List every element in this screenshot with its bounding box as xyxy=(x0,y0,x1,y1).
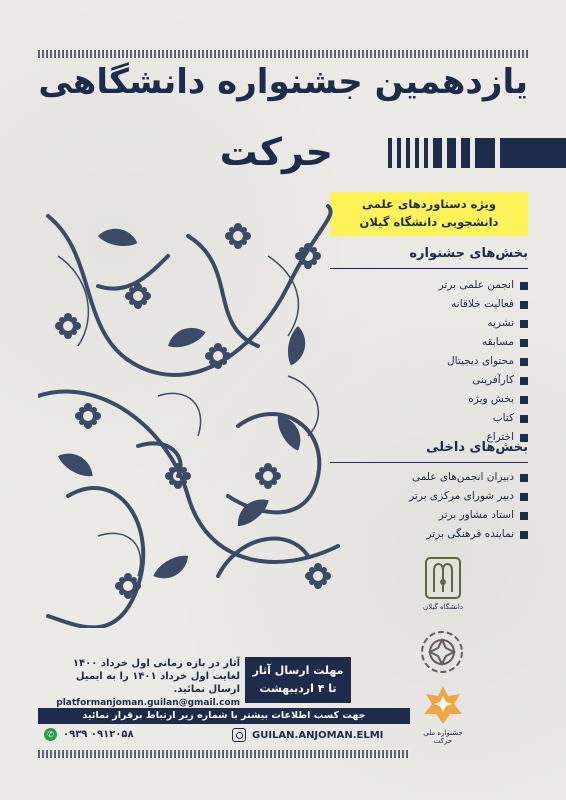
list-item: کتاب xyxy=(439,409,528,428)
whatsapp-phone-row[interactable] xyxy=(44,728,134,741)
festival-sections-rule xyxy=(330,268,528,269)
list-item: محتوای دیجیتال xyxy=(439,352,528,371)
list-item: اختراع xyxy=(439,428,528,447)
poster-title-row2 xyxy=(38,130,528,178)
badge-line2: دانشجویی دانشگاه گیلان xyxy=(359,215,499,229)
list-item: دبیران انجمن‌های علمی xyxy=(409,468,528,487)
deadline-line2: تا ۴ اردیبهشت xyxy=(259,682,337,695)
logo3-caption: جشنواره ملی حرکت xyxy=(423,729,463,745)
list-item: نشریه xyxy=(439,314,528,333)
festival-sections-list xyxy=(439,276,528,447)
list-item: استاد مشاور برتر xyxy=(409,506,528,525)
instagram-handle-row[interactable] xyxy=(232,728,383,742)
top-stripe-divider xyxy=(38,50,528,58)
target-audience-badge xyxy=(330,192,528,236)
floral-ornament-graphic xyxy=(38,196,346,628)
phone-number: ۰۹۳۹ ۰۹۱۲۰۵۸ xyxy=(63,729,134,740)
deadline-line1: مهلت ارسال آثار xyxy=(252,664,344,677)
list-item: فعالیت خلاقانه xyxy=(439,295,528,314)
list-item: بخش ویژه xyxy=(439,390,528,409)
festival-sections-heading: بخش‌های جشنواره xyxy=(409,246,528,261)
description-line3-suffix: ارسال نمائید. xyxy=(173,684,240,695)
deadline-box xyxy=(245,657,351,703)
logo1-caption: دانشگاه گیلان xyxy=(423,603,463,611)
poster-title-line2: حرکت xyxy=(219,130,333,174)
contact-info-strip: جهت کسب اطلاعات بیشتر با شماره زیر ارتباط برقرار نمائید xyxy=(38,708,410,724)
poster-title-line1: یازدهمین جشنواره دانشگاهی xyxy=(38,62,528,102)
list-item: کارآفرینی xyxy=(439,371,528,390)
list-item: دبیر شورای مرکزی برتر xyxy=(409,487,528,506)
internal-sections-heading: بخش‌های داخلی xyxy=(426,440,528,455)
bottom-stripe-divider xyxy=(38,750,410,758)
internal-sections-rule xyxy=(330,462,528,463)
internal-sections-list xyxy=(409,468,528,544)
description-line3 xyxy=(40,683,240,710)
islimi-pattern-image xyxy=(38,196,346,628)
list-item: مسابقه xyxy=(439,333,528,352)
description-line2: لغایت اول خرداد ۱۴۰۱ را به ایمیل xyxy=(75,671,240,682)
whatsapp-icon: ✆ xyxy=(44,728,57,741)
badge-line1: ویژه دستاوردهای علمی xyxy=(361,197,497,211)
harekat-festival-logo xyxy=(418,682,468,745)
list-item: نماینده فرهنگی برتر xyxy=(409,525,528,544)
submission-description xyxy=(40,657,240,710)
instagram-icon xyxy=(232,728,246,742)
list-item: انجمن علمی برتر xyxy=(439,276,528,295)
instagram-handle: GUILAN.ANJOMAN.ELMI xyxy=(252,729,384,741)
submission-email-link[interactable]: platformanjoman.guilan@gmail.com xyxy=(56,698,240,708)
title-bars-decoration xyxy=(388,138,566,168)
description-line1: آثار در بازه زمانی اول خرداد ۱۴۰۰ xyxy=(72,658,240,669)
scientific-association-seal xyxy=(418,628,466,676)
guilan-university-logo xyxy=(418,556,468,616)
